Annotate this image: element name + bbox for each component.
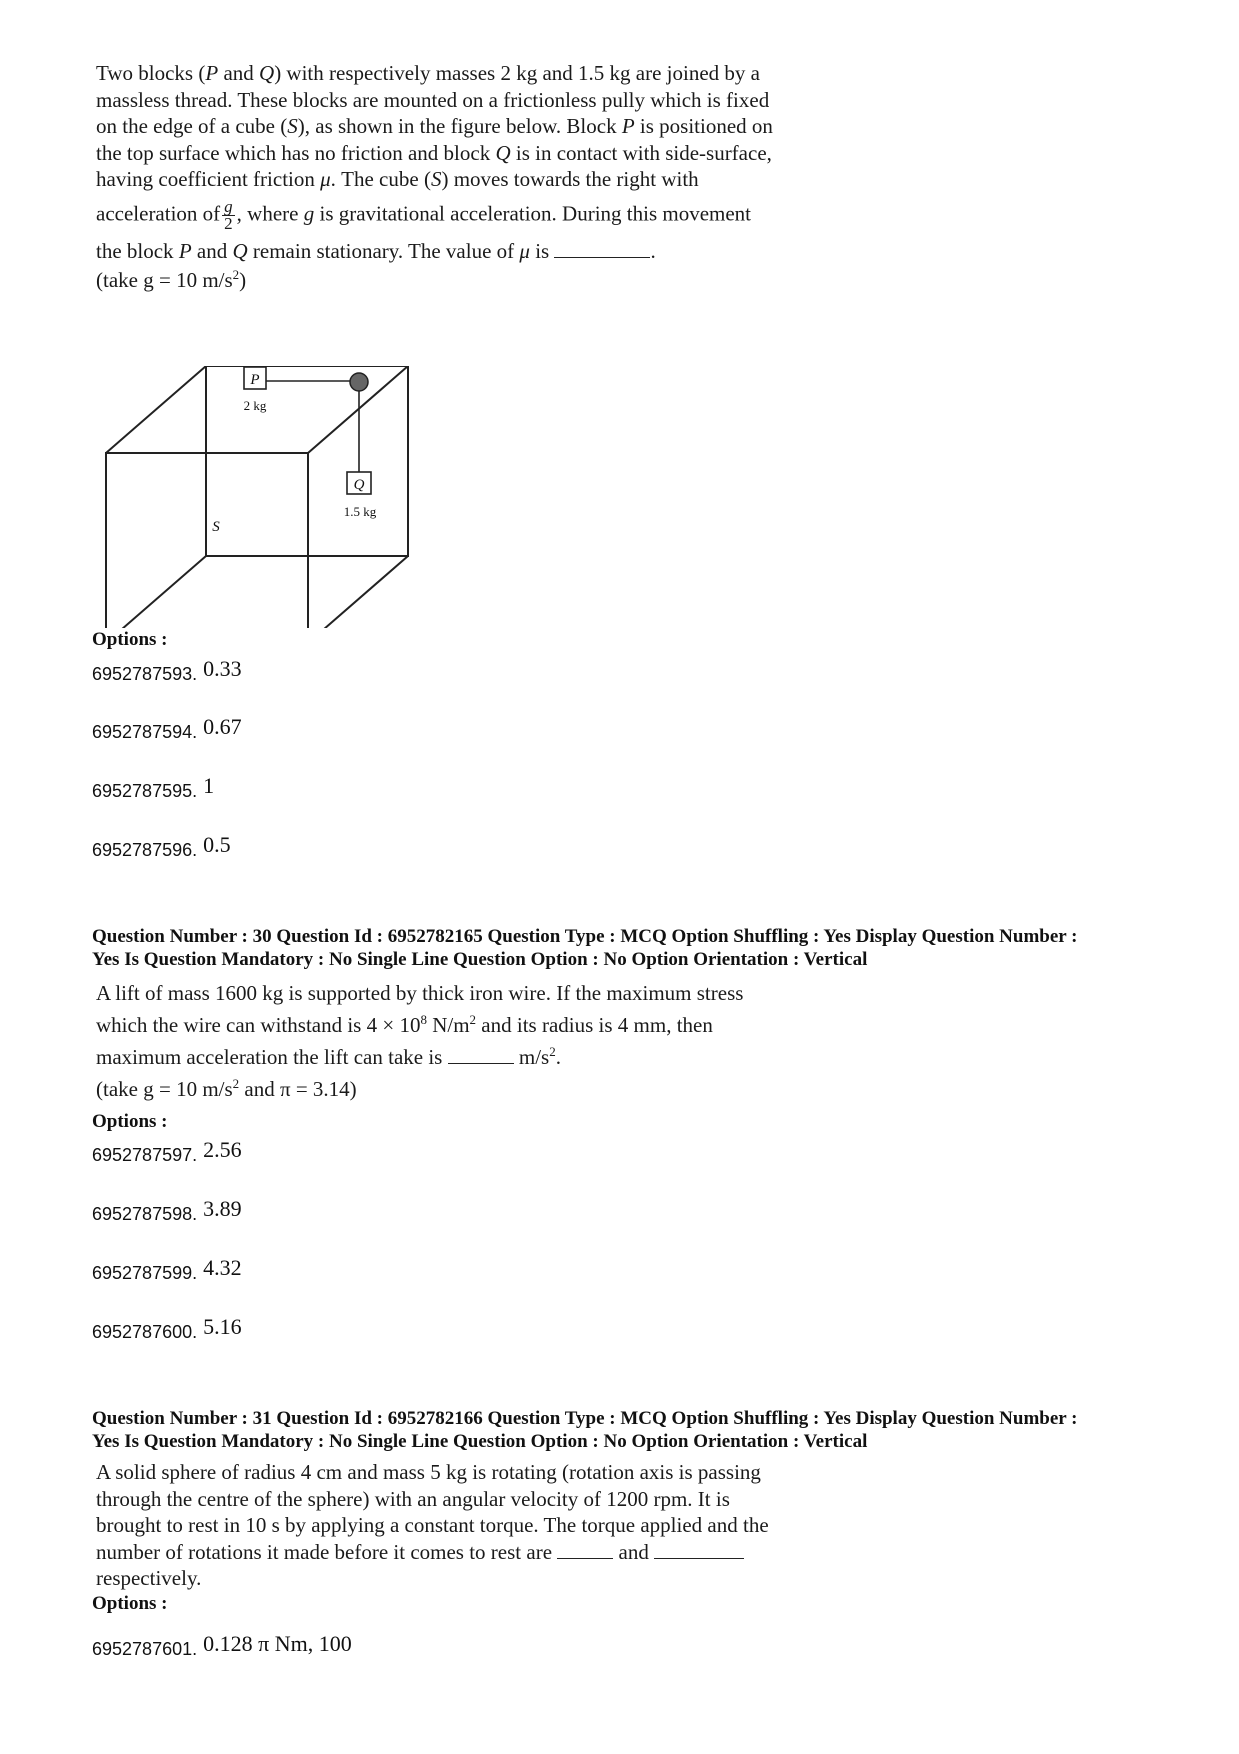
q30-meta-line: Yes Is Question Mandatory : No Single Line Question Option : No Option Orientation : Vertical: [92, 949, 868, 970]
option-text: 2.56: [203, 1137, 242, 1162]
q29-line: the top surface which has no friction and block Q is in contact with side-surface,: [96, 140, 772, 165]
cube-edge: [106, 366, 206, 453]
q29-options-label: Options :: [92, 629, 168, 650]
answer-blank: [654, 1540, 744, 1559]
q30-line: (take g = 10 $m/s^2$ and π = 3.14): [96, 1076, 357, 1101]
block-p-label: P: [250, 372, 260, 388]
cube-edge: [308, 556, 408, 628]
q30-line: A lift of mass 1600 kg is supported by thick iron wire. If the maximum stress: [96, 981, 744, 1005]
option-text: 0.67: [203, 714, 242, 739]
q29-option-1[interactable]: [92, 656, 242, 686]
q30-meta: [92, 925, 1212, 971]
option-text: 0.33: [203, 656, 242, 681]
q31-options-label: Options :: [92, 1593, 168, 1614]
q30-option-3[interactable]: [92, 1255, 242, 1285]
q30-line: maximum acceleration the lift can take is $m/s^2$.: [96, 1044, 561, 1069]
pulley-icon: [350, 373, 368, 391]
q29-stem: [96, 60, 876, 294]
answer-blank: [448, 1045, 514, 1064]
option-id: 6952787599.: [92, 1263, 198, 1283]
q31-meta-line: Yes Is Question Mandatory : No Single Line Question Option : No Option Orientation : Vertical: [92, 1431, 868, 1452]
option-id: 6952787600.: [92, 1322, 198, 1342]
cube-pulley-figure: [100, 366, 420, 628]
option-id: 6952787596.: [92, 840, 198, 860]
q29-line: acceleration of $\frac{g}{2}$ , where g is gravitational acceleration. During this movement: [96, 196, 752, 233]
q29-option-4[interactable]: [92, 832, 231, 862]
option-text: 0.5: [203, 832, 231, 857]
q30-line: which the wire can withstand is $4 \times 10^8$ $N/m^2$ and its radius is 4 mm, then: [96, 1012, 713, 1037]
q30-option-4[interactable]: [92, 1314, 242, 1344]
q31-line: A solid sphere of radius 4 cm and mass 5 kg is rotating (rotation axis is passing: [96, 1460, 761, 1484]
answer-blank: [554, 239, 650, 258]
q30-option-2[interactable]: [92, 1196, 242, 1226]
q30-stem: [96, 977, 876, 1105]
block-q-mass: 1.5 kg: [343, 504, 377, 519]
q29-line: the block P and Q remain stationary. The value of μ is .: [96, 238, 656, 263]
cube-label: S: [212, 519, 220, 535]
q30-option-1[interactable]: [92, 1137, 242, 1167]
q29-line: (take g = 10 $m/s^2$): [96, 267, 247, 292]
q31-meta: [92, 1407, 1212, 1453]
q30-meta-line: Question Number : 30 Question Id : 6952782165 Question Type : MCQ Option Shuffling : Yes Display Question Number :: [92, 926, 1078, 947]
q31-stem: [96, 1459, 876, 1592]
q29-line: Two blocks (P and Q) with respectively masses 2 kg and 1.5 kg are joined by a: [96, 61, 760, 85]
option-text: 3.89: [203, 1196, 242, 1221]
option-id: 6952787601.: [92, 1639, 198, 1659]
cube-edge: [106, 556, 206, 628]
g-over-2-fraction: $\frac{g}{2}$: [224, 196, 233, 233]
option-text: 1: [203, 773, 215, 798]
block-p-mass: 2 kg: [243, 398, 267, 413]
option-text: 5.16: [203, 1314, 242, 1339]
q31-line: number of rotations it made before it comes to rest are and: [96, 1539, 876, 1566]
q29-line: on the edge of a cube (S), as shown in the figure below. Block P is positioned on: [96, 114, 773, 138]
option-id: 6952787593.: [92, 664, 198, 684]
option-id: 6952787598.: [92, 1204, 198, 1224]
q29-option-3[interactable]: [92, 773, 215, 803]
q31-line: brought to rest in 10 s by applying a constant torque. The torque applied and the: [96, 1513, 769, 1537]
q29-line: having coefficient friction μ. The cube (S) moves towards the right with: [96, 167, 699, 191]
q31-option-1[interactable]: [92, 1631, 352, 1661]
option-text: 4.32: [203, 1255, 242, 1280]
option-id: 6952787594.: [92, 722, 198, 742]
option-text: 0.128 π Nm, 100: [203, 1631, 352, 1656]
answer-blank: [557, 1540, 613, 1559]
block-q-label: Q: [353, 477, 365, 493]
q29-option-2[interactable]: [92, 714, 242, 744]
q31-line: through the centre of the sphere) with an angular velocity of 1200 rpm. It is: [96, 1486, 730, 1511]
option-id: 6952787595.: [92, 781, 198, 801]
q30-options-label: Options :: [92, 1111, 168, 1132]
q29-line: massless thread. These blocks are mounted on a frictionless pully which is fixed: [96, 87, 770, 112]
q31-meta-line: Question Number : 31 Question Id : 6952782166 Question Type : MCQ Option Shuffling : Yes Display Question Number :: [92, 1408, 1078, 1429]
q31-line: respectively.: [96, 1566, 202, 1590]
option-id: 6952787597.: [92, 1145, 198, 1165]
